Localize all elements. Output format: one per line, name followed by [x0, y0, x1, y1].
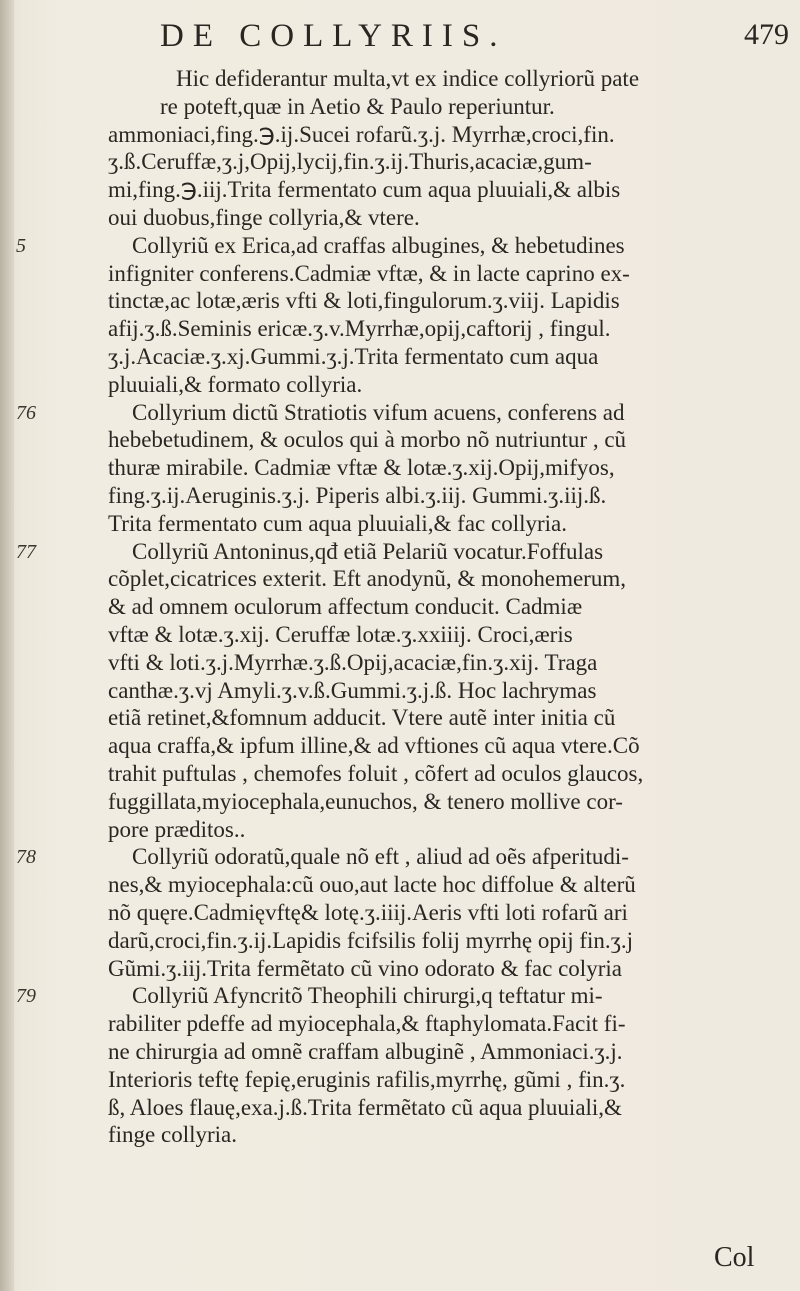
- text-line: [0, 455, 800, 481]
- text-line: [0, 1095, 800, 1121]
- line-text: & ad omnem oculorum affectum conducit. Cadmiæ: [108, 594, 583, 620]
- text-line: [0, 94, 800, 120]
- line-text: ʒ.ß.Ceruffæ,ʒ.j,Opij,lycij,fin.ʒ.ij.Thuris,acaciæ,gum-: [108, 149, 592, 175]
- text-line: [0, 678, 800, 704]
- text-line: [0, 983, 800, 1009]
- text-line: [0, 928, 800, 954]
- line-text: fuggillata,myiocephala,eunuchos, & tenero mollive cor-: [108, 788, 623, 814]
- text-line: [0, 400, 800, 426]
- text-line: [0, 177, 800, 203]
- catchword: Col: [714, 1242, 755, 1273]
- line-text: Hic defiderantur multa,vt ex indice collyriorũ pate: [176, 66, 640, 91]
- line-text: ammoniaci,fing.℈.ij.Sucei rofarũ.ʒ.j. Myrrhæ,croci,fin.: [108, 121, 615, 147]
- line-text: Trita fermentato cum aqua pluuiali,& fac collyria.: [108, 510, 568, 536]
- line-text: hebebetudinem, & oculos qui à morbo nõ nutriuntur , cũ: [108, 427, 627, 453]
- line-text: nes,& myiocephala:cũ ouo,aut lacte hoc diffolue & alterũ: [108, 872, 636, 898]
- text-line: [0, 66, 800, 92]
- margin-number: 79: [16, 985, 36, 1008]
- text-line: [0, 872, 800, 898]
- line-text: etiã retinet,&fomnum adducit. Vtere autẽ inter initia cũ: [108, 705, 616, 731]
- text-line: [0, 1011, 800, 1037]
- text-line: [0, 122, 800, 148]
- text-line: [0, 1122, 800, 1148]
- line-text: oui duobus,finge collyria,& vtere.: [108, 205, 420, 230]
- text-line: [0, 844, 800, 870]
- line-text: vftæ & lotæ.ʒ.xij. Ceruffæ lotæ.ʒ.xxiiij. Croci,æris: [108, 622, 573, 647]
- text-line: [0, 622, 800, 648]
- text-block: [0, 66, 800, 1246]
- text-line: [0, 427, 800, 453]
- line-text: darũ,croci,fin.ʒ.ij.Lapidis fcifsilis folij myrrhę opij fin.ʒ.j: [108, 927, 634, 953]
- line-text: ne chirurgia ad omnẽ craffam albuginẽ , Ammoniaci.ʒ.j.: [108, 1039, 623, 1064]
- line-text: ʒ.j.Acaciæ.ʒ.xj.Gummi.ʒ.j.Trita fermentato cum aqua: [108, 344, 599, 369]
- running-head: [0, 12, 800, 62]
- line-text: Collyrium dictũ Stratiotis vifum acuens, conferens ad: [132, 399, 625, 425]
- text-line: [0, 511, 800, 537]
- line-text: Collyriũ odoratũ,quale nõ eft , aliud ad oẽs afperitudi-: [132, 844, 629, 870]
- running-title: DE COLLYRIIS.: [160, 18, 507, 54]
- line-text: aqua craffa,& ipfum illine,& ad vftiones cũ aqua vtere.Cõ: [108, 733, 640, 759]
- text-line: [0, 761, 800, 787]
- text-line: [0, 483, 800, 509]
- text-line: [0, 789, 800, 815]
- line-text: nõ quęre.Cadmięvftę& lotę.ʒ.iiij.Aeris vfti loti rofarũ ari: [108, 900, 628, 925]
- line-text: finge collyria.: [108, 1122, 238, 1148]
- line-text: re poteft,quæ in Aetio & Paulo reperiuntur.: [160, 93, 555, 119]
- text-line: [0, 233, 800, 259]
- line-text: canthæ.ʒ.vj Amyli.ʒ.v.ß.Gummi.ʒ.j.ß. Hoc lachrymas: [108, 677, 597, 703]
- text-line: [0, 205, 800, 231]
- line-text: trahit puftulas , chemofes foluit , cõfert ad oculos glaucos,: [108, 761, 644, 786]
- line-text: Gũmi.ʒ.iij.Trita fermẽtato cũ vino odorato & fac colyria: [108, 955, 622, 981]
- line-text: thuræ mirabile. Cadmiæ vftæ & lotæ.ʒ.xij.Opij,mifyos,: [108, 455, 615, 481]
- text-line: [0, 733, 800, 759]
- line-text: cõplet,cicatrices exterit. Eft anodynũ, & monohemerum,: [108, 566, 626, 592]
- text-line: [0, 817, 800, 843]
- text-line: [0, 1067, 800, 1093]
- margin-number: 77: [16, 540, 36, 563]
- line-text: vfti & loti.ʒ.j.Myrrhæ.ʒ.ß.Opij,acaciæ,fin.ʒ.xij. Traga: [108, 649, 598, 675]
- line-text: infigniter conferens.Cadmiæ vftæ, & in lacte caprino ex-: [108, 260, 630, 286]
- line-text: Collyriũ Antoninus,qđ etiã Pelariũ vocatur.Foffulas: [132, 538, 604, 564]
- text-line: [0, 149, 800, 175]
- text-line: [0, 594, 800, 620]
- line-text: rabiliter pdeffe ad myiocephala,& ftaphylomata.Facit fi-: [108, 1011, 626, 1037]
- text-line: [0, 900, 800, 926]
- line-text: Collyriũ ex Erica,ad craffas albugines, & hebetudines: [132, 232, 625, 258]
- text-line: [0, 261, 800, 287]
- line-text: mi,fing.℈.iij.Trita fermentato cum aqua pluuiali,& albis: [108, 177, 621, 203]
- line-text: afij.ʒ.ß.Seminis ericæ.ʒ.v.Myrrhæ,opij,caftorij , fingul.: [108, 316, 611, 342]
- margin-number: 78: [16, 846, 36, 869]
- line-text: pluuiali,& formato collyria.: [108, 371, 363, 397]
- text-line: [0, 956, 800, 982]
- text-line: [0, 566, 800, 592]
- text-line: [0, 372, 800, 398]
- margin-number: 5: [16, 234, 26, 257]
- text-line: [0, 705, 800, 731]
- text-line: [0, 288, 800, 314]
- text-line: [0, 344, 800, 370]
- page-number: 479: [744, 18, 789, 51]
- text-line: [0, 650, 800, 676]
- line-text: fing.ʒ.ij.Aeruginis.ʒ.j. Piperis albi.ʒ.iij. Gummi.ʒ.iij.ß.: [108, 483, 607, 508]
- line-text: ß, Aloes flauę,exa.j.ß.Trita fermẽtato cũ aqua pluuiali,&: [108, 1094, 622, 1120]
- line-text: Collyriũ Afyncritõ Theophili chirurgi,q teftatur mi-: [132, 983, 603, 1009]
- line-text: Interioris teftę fepię,eruginis rafilis,myrrhę, gũmi , fin.ʒ.: [108, 1066, 626, 1092]
- text-line: [0, 316, 800, 342]
- line-text: tinctæ,ac lotæ,æris vfti & loti,fingulorum.ʒ.viij. Lapidis: [108, 288, 620, 314]
- text-line: [0, 539, 800, 565]
- margin-number: 76: [16, 401, 36, 424]
- text-line: [0, 1039, 800, 1065]
- line-text: pore præditos..: [108, 816, 246, 842]
